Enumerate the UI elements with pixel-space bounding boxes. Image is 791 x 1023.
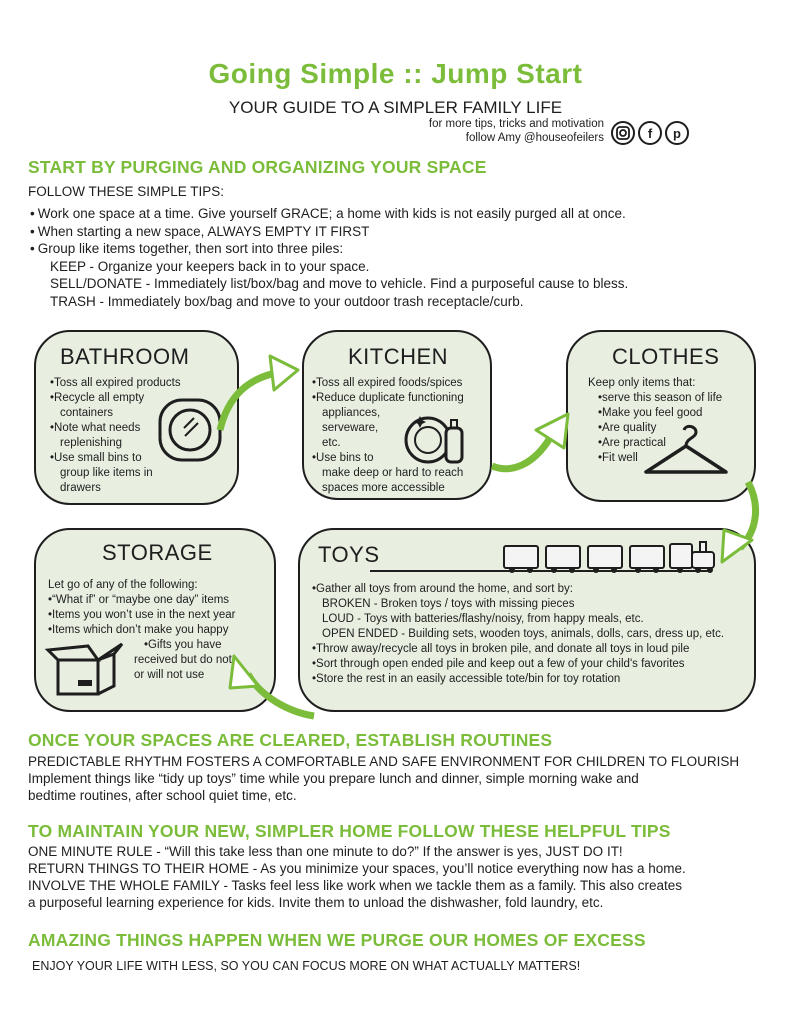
social-tagline — [429, 117, 604, 145]
list-item: •Reduce duplicate functioning — [312, 392, 464, 404]
pile-sell-donate: SELL/DONATE - Immediately list/box/bag and move to vehicle. Find a purposeful cause to bless. — [50, 276, 629, 291]
closing-line: ENJOY YOUR LIFE WITH LESS, SO YOU CAN FOCUS MORE ON WHAT ACTUALLY MATTERS! — [32, 959, 581, 973]
list-item: OPEN ENDED - Building sets, wooden toys, animals, dolls, cars, dress up, etc. — [322, 628, 725, 640]
list-item: •Toss all expired products — [50, 377, 181, 389]
section-heading-maintain: TO MAINTAIN YOUR NEW, SIMPLER HOME FOLLOW THESE HELPFUL TIPS — [28, 821, 671, 841]
text-line: ONE MINUTE RULE - “Will this take less than one minute to do?” If the answer is yes, JUST DO IT! — [28, 844, 623, 859]
card-toys — [298, 528, 756, 712]
card-title: STORAGE — [102, 540, 213, 565]
card-title: TOYS — [318, 542, 380, 567]
list-item: BROKEN - Broken toys / toys with missing pieces — [322, 598, 575, 610]
list-item: •Toss all expired foods/spices — [312, 377, 463, 389]
list-item: appliances, — [322, 407, 381, 419]
list-intro: Keep only items that: — [588, 377, 696, 389]
list-item: •Gifts you have — [144, 639, 222, 651]
tagline-line-2: follow Amy @houseofeilers — [465, 132, 604, 144]
pinterest-icon[interactable]: p — [665, 121, 689, 145]
arrow-clothes-to-toys-icon — [712, 478, 776, 574]
clothes-hanger-icon — [640, 424, 732, 482]
arrow-kitchen-to-clothes-icon — [488, 408, 572, 484]
card-clothes — [566, 330, 756, 502]
list-item: •Throw away/recycle all toys in broken pile, and donate all toys in loud pile — [312, 643, 690, 655]
purge-tips-list — [30, 205, 628, 310]
card-kitchen — [302, 330, 492, 500]
routines-text — [28, 753, 739, 804]
list-item: received but do not — [134, 654, 232, 666]
list-item: make deep or hard to reach — [322, 467, 464, 479]
list-item: replenishing — [60, 437, 123, 449]
facebook-icon[interactable]: f — [638, 121, 662, 145]
section-heading-purge: START BY PURGING AND ORGANIZING YOUR SPACE — [28, 157, 487, 177]
card-list — [312, 582, 724, 687]
social-links — [611, 121, 689, 145]
list-item: •“What if” or “maybe one day” items — [48, 594, 230, 606]
list-item: •Items which don’t make you happy — [48, 624, 229, 636]
list-item: LOUD - Toys with batteries/flashy/noisy, from happy meals, etc. — [322, 613, 644, 625]
list-item: spaces more accessible — [322, 482, 445, 494]
list-item: containers — [60, 407, 114, 419]
list-intro: Let go of any of the following: — [48, 579, 198, 591]
section-heading-routines: ONCE YOUR SPACES ARE CLEARED, ESTABLISH ROUTINES — [28, 730, 553, 750]
card-bathroom — [34, 330, 239, 505]
card-title: KITCHEN — [348, 344, 449, 369]
text-line: bedtime routines, after school quiet time, etc. — [28, 788, 297, 803]
list-item: •Gather all toys from around the home, and sort by: — [312, 583, 573, 595]
pile-keep: KEEP - Organize your keepers back in to your space. — [50, 258, 370, 274]
pile-trash: TRASH - Immediately box/bag and move to your outdoor trash receptacle/curb. — [50, 293, 524, 309]
instagram-icon[interactable] — [611, 121, 635, 145]
list-item: serveware, — [322, 422, 379, 434]
list-item: • When starting a new space, ALWAYS EMPTY IT FIRST — [30, 223, 628, 241]
list-item: •Note what needs — [50, 422, 141, 434]
list-item: •Are practical — [598, 437, 666, 449]
card-title: CLOTHES — [612, 344, 720, 369]
arrow-bathroom-to-kitchen-icon — [214, 352, 300, 436]
list-item: •serve this season of life — [598, 392, 723, 404]
dish-soap-icon — [404, 410, 470, 466]
list-item: group like items in — [60, 467, 153, 479]
list-item: •Items you won’t use in the next year — [48, 609, 236, 621]
text-line: a purposeful learning experience for kids. Invite them to unload the dishwasher, fold laundry, etc. — [28, 895, 604, 910]
train-icon — [500, 538, 722, 574]
list-item: •Use small bins to — [50, 452, 142, 464]
list-item: or will not use — [134, 669, 205, 681]
text-line: PREDICTABLE RHYTHM FOSTERS A COMFORTABLE AND SAFE ENVIRONMENT FOR CHILDREN TO FLOURISH — [28, 754, 740, 769]
text-line: RETURN THINGS TO THEIR HOME - As you minimize your spaces, you’ll notice everything now has a home. — [28, 861, 686, 876]
tagline-line-1: for more tips, tricks and motivation — [428, 118, 604, 130]
list-item: drawers — [60, 482, 101, 494]
text-line: Implement things like “tidy up toys” time while you prepare lunch and dinner, simple morning wake and — [28, 771, 639, 786]
list-item: •Fit well — [598, 452, 638, 464]
page-subtitle: YOUR GUIDE TO A SIMPLER FAMILY LIFE — [228, 98, 563, 117]
card-list — [48, 578, 235, 638]
list-item: •Make you feel good — [598, 407, 703, 419]
list-item: •Sort through open ended pile and keep out a few of your child's favorites — [312, 658, 685, 670]
list-item: •Use bins to — [312, 452, 374, 464]
page-title: Going Simple :: Jump Start — [208, 58, 583, 89]
arrow-toys-to-storage-icon — [196, 652, 326, 722]
list-item: etc. — [322, 437, 341, 449]
maintain-text — [28, 843, 686, 911]
list-item: • Work one space at a time. Give yourself GRACE; a home with kids is not easily purged all at once. — [30, 205, 628, 223]
section-heading-amazing: AMAZING THINGS HAPPEN WHEN WE PURGE OUR HOMES OF EXCESS — [28, 930, 646, 950]
list-item: •Recycle all empty — [50, 392, 145, 404]
list-item: • Group like items together, then sort into three piles: — [30, 240, 628, 258]
card-title: BATHROOM — [60, 344, 190, 369]
open-box-icon — [44, 638, 126, 700]
list-item: •Store the rest in an easily accessible tote/bin for toy rotation — [312, 673, 621, 685]
tips-intro: FOLLOW THESE SIMPLE TIPS: — [28, 184, 225, 199]
text-line: INVOLVE THE WHOLE FAMILY - Tasks feel less like work when we tackle them as a family. This also creates — [28, 878, 682, 893]
list-item: •Are quality — [598, 422, 657, 434]
